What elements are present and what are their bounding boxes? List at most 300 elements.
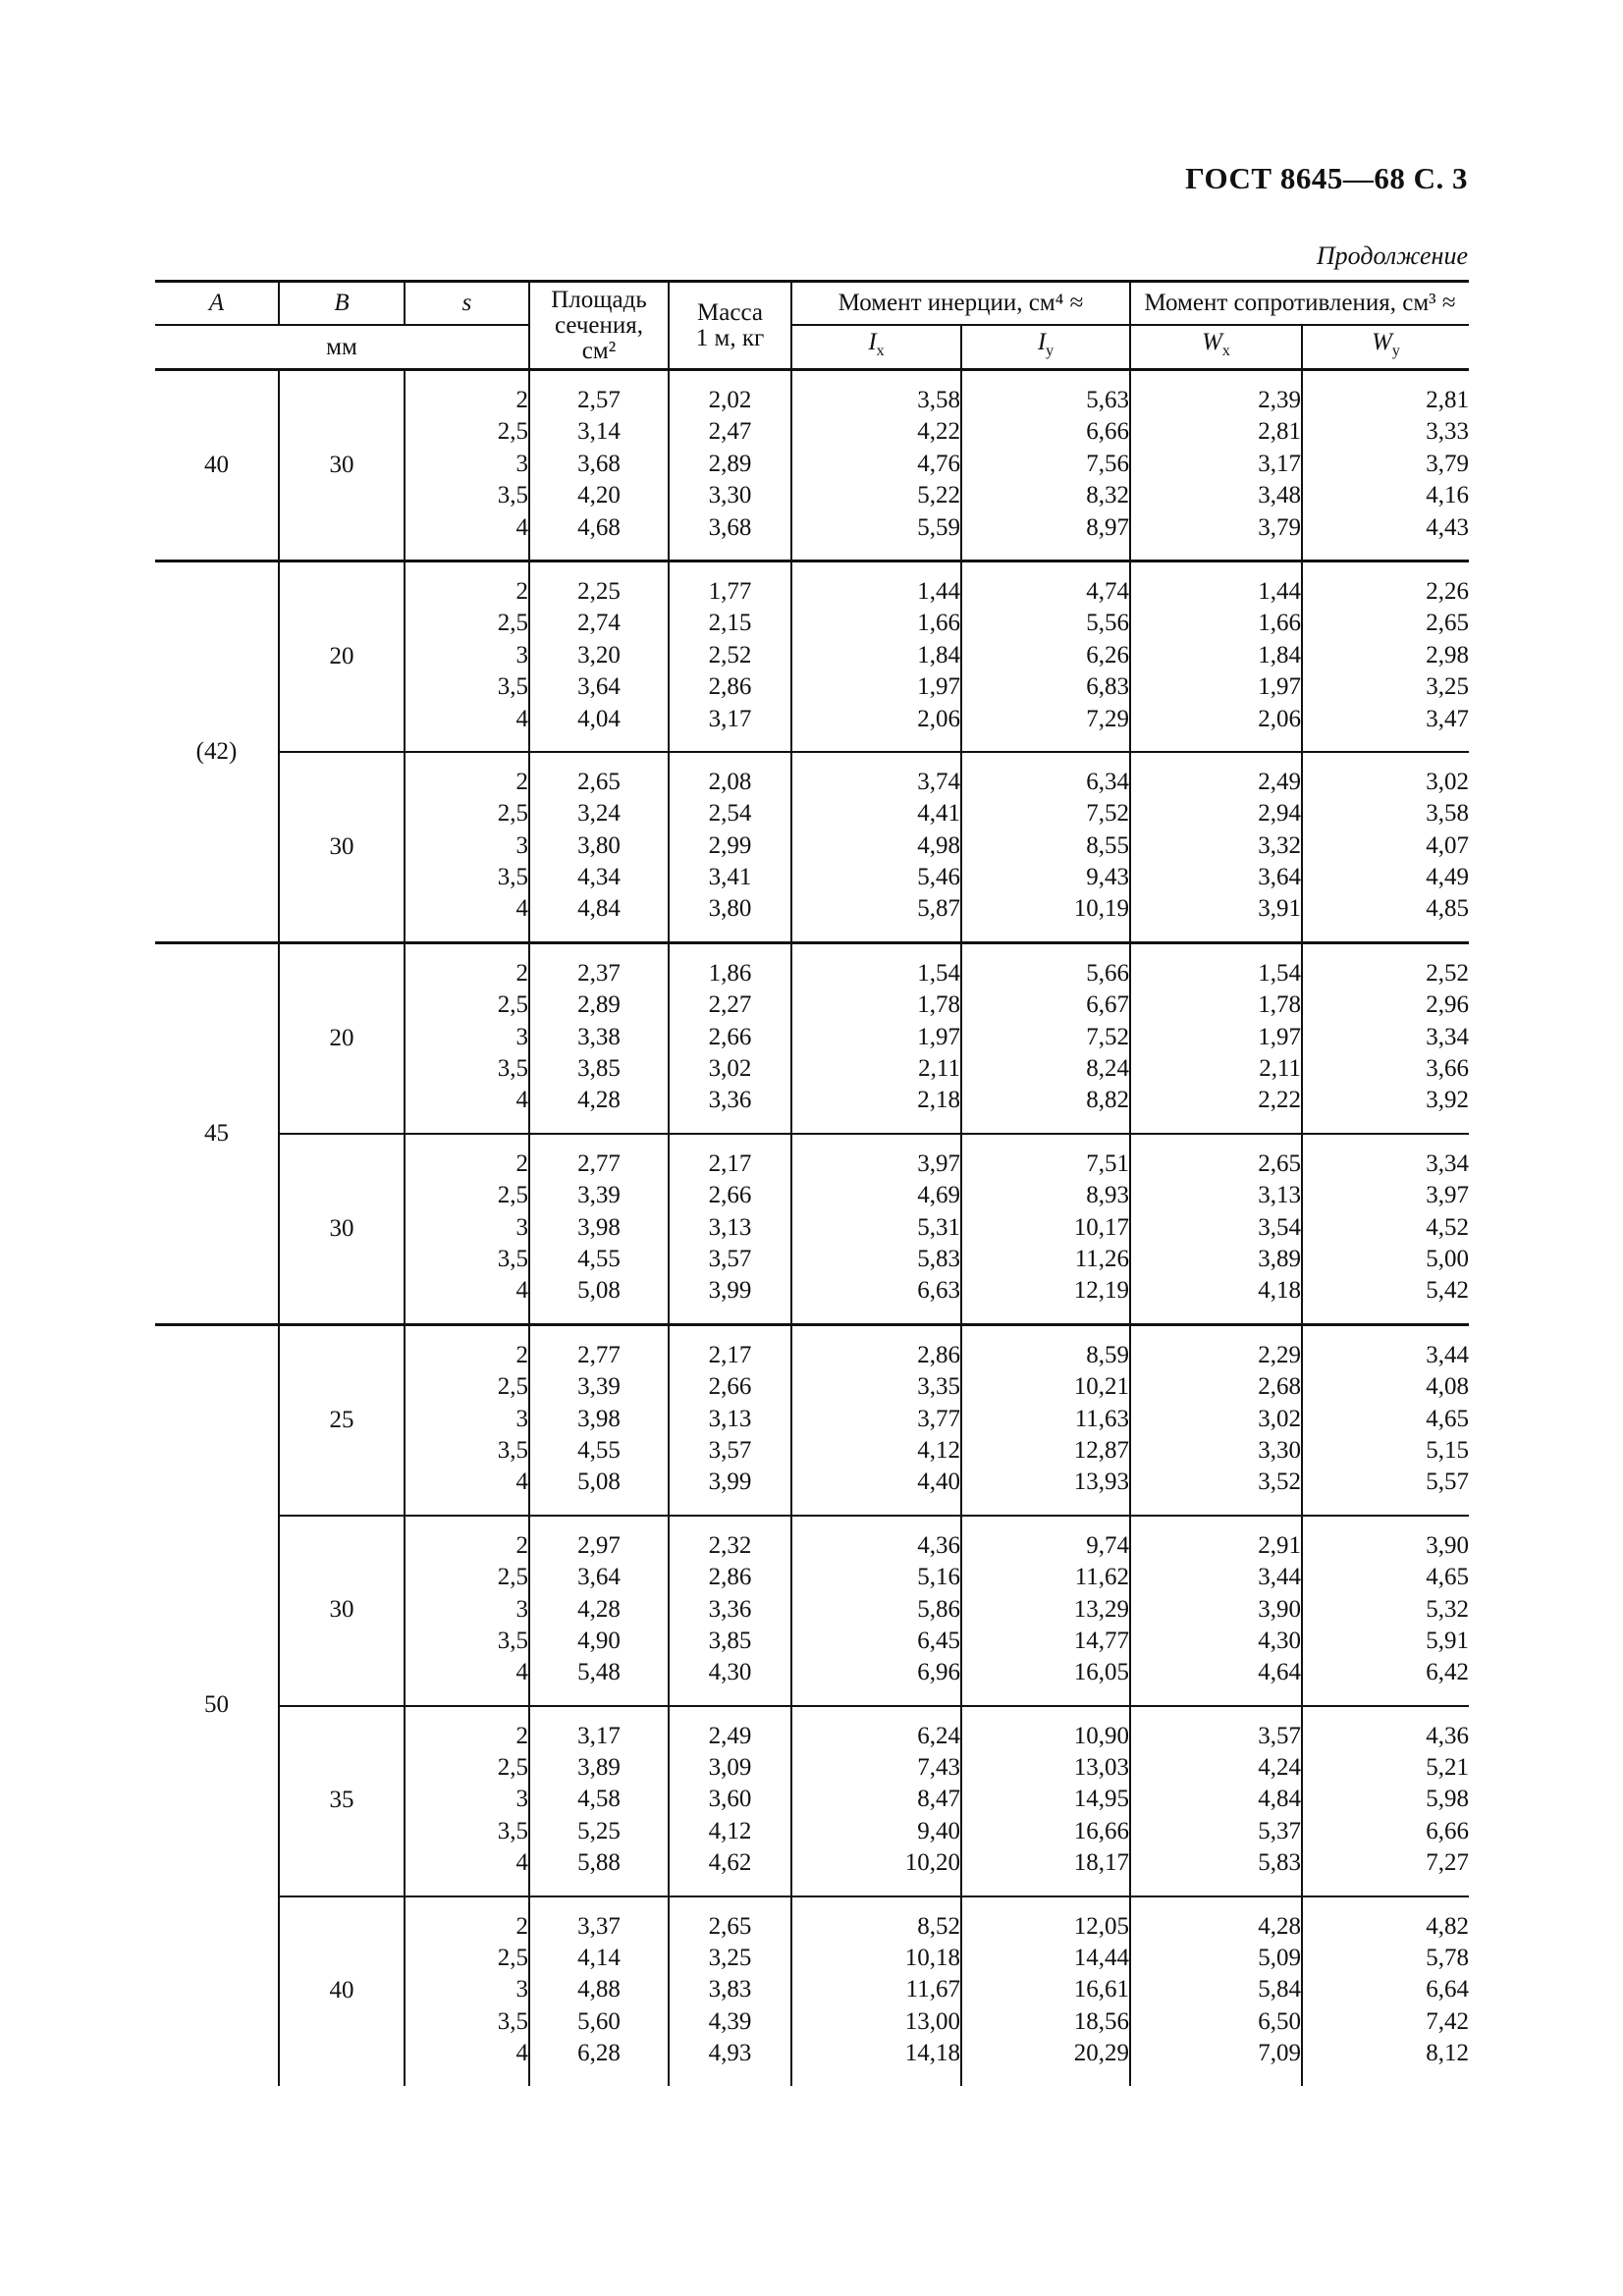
value: 5,46	[917, 864, 960, 891]
cell-b: 20	[279, 942, 405, 1133]
value: 3	[515, 1786, 528, 1813]
table-row	[155, 370, 1469, 561]
cell-b: 20	[279, 561, 405, 751]
value: 3	[515, 450, 528, 477]
col-mass-header: Масса 1 м, кг	[669, 282, 791, 369]
value: 6,24	[917, 1722, 960, 1749]
value: 6,64	[1426, 1976, 1470, 2003]
value: 3,77	[917, 1405, 960, 1432]
cell-wx	[1130, 1896, 1302, 2086]
value: 4,62	[708, 1849, 752, 1877]
value: 4,55	[577, 1436, 621, 1464]
value: 2,57	[577, 387, 621, 413]
value: 5,84	[1258, 1976, 1302, 2003]
value: 2,77	[577, 1341, 621, 1368]
value: 14,18	[904, 2040, 960, 2067]
value: 3,74	[917, 768, 960, 795]
table-row	[155, 1706, 1469, 1896]
value: 3,36	[708, 1595, 752, 1623]
value: 10,21	[1073, 1373, 1130, 1401]
cell-s	[405, 370, 529, 561]
cell-wy	[1302, 1134, 1469, 1324]
value: 3,41	[708, 864, 752, 891]
value: 6,67	[1086, 991, 1130, 1019]
value: 3,57	[1258, 1722, 1302, 1749]
value: 10,18	[904, 1945, 960, 1972]
value: 3,98	[577, 1213, 621, 1241]
cell-wx	[1130, 370, 1302, 561]
value: 10,17	[1073, 1213, 1130, 1241]
cell-wy	[1302, 370, 1469, 561]
value: 6,83	[1086, 673, 1130, 701]
value: 5,22	[917, 482, 960, 509]
value: 3,36	[708, 1087, 752, 1114]
cell-mass	[669, 1516, 791, 1706]
value: 7,29	[1086, 705, 1130, 732]
value: 4,36	[1426, 1722, 1470, 1749]
cell-mass	[669, 1134, 791, 1324]
value: 20,29	[1073, 2040, 1130, 2067]
value: 5,42	[1426, 1277, 1470, 1305]
value: 3	[515, 831, 528, 859]
value: 4,22	[917, 418, 960, 446]
value: 7,52	[1086, 800, 1130, 828]
value: 4,69	[917, 1182, 960, 1209]
value: 11,63	[1074, 1405, 1130, 1432]
value: 3,14	[577, 418, 621, 446]
cell-s	[405, 752, 529, 942]
value: 8,93	[1086, 1182, 1130, 1209]
cell-iy	[961, 1706, 1130, 1896]
value: 4,88	[577, 1976, 621, 2003]
value: 16,61	[1073, 1976, 1130, 2003]
cell-a: 40	[155, 370, 279, 561]
value: 1,97	[917, 1023, 960, 1050]
cell-area	[529, 1516, 669, 1706]
value: 4,52	[1426, 1213, 1470, 1241]
value: 3,64	[577, 1564, 621, 1591]
value: 2,89	[708, 450, 752, 477]
value: 3,44	[1426, 1341, 1470, 1368]
value: 3,68	[577, 450, 621, 477]
value: 8,12	[1426, 2040, 1470, 2067]
value: 7,27	[1426, 1849, 1470, 1877]
value: 2,47	[708, 418, 752, 446]
value: 3,57	[708, 1245, 752, 1272]
value: 2,26	[1426, 577, 1470, 605]
value: 3,13	[708, 1213, 752, 1241]
value: 2,5	[497, 800, 528, 828]
value: 12,05	[1073, 1912, 1130, 1940]
value: 2,27	[708, 991, 752, 1019]
value: 4,43	[1426, 513, 1470, 541]
value: 2,11	[918, 1055, 960, 1083]
value: 12,19	[1073, 1277, 1130, 1305]
value: 3,60	[708, 1786, 752, 1813]
value: 2,86	[708, 1564, 752, 1591]
value: 4,28	[577, 1595, 621, 1623]
value: 2,66	[708, 1023, 752, 1050]
value: 2,65	[708, 1912, 752, 1940]
value: 2,37	[577, 959, 621, 987]
cell-mass	[669, 1706, 791, 1896]
value: 3,92	[1426, 1087, 1470, 1114]
value: 2,5	[497, 1945, 528, 1972]
cell-b: 35	[279, 1706, 405, 1896]
value: 2,5	[497, 1373, 528, 1401]
value: 5,59	[917, 513, 960, 541]
value: 3,89	[1258, 1245, 1302, 1272]
value: 5,21	[1426, 1754, 1470, 1782]
value: 5,63	[1086, 387, 1130, 413]
cell-area	[529, 1706, 669, 1896]
value: 2,17	[708, 1149, 752, 1177]
value: 4,41	[917, 800, 960, 828]
value: 2,5	[497, 1182, 528, 1209]
value: 4	[515, 895, 528, 923]
value: 2,77	[577, 1149, 621, 1177]
value: 5,83	[1258, 1849, 1302, 1877]
value: 9,40	[917, 1817, 960, 1844]
value: 1,54	[1258, 959, 1302, 987]
value: 4	[515, 1468, 528, 1496]
cell-area	[529, 1324, 669, 1515]
value: 13,03	[1073, 1754, 1130, 1782]
cell-ix	[791, 1324, 961, 1515]
value: 1,97	[1258, 1023, 1302, 1050]
cell-iy	[961, 752, 1130, 942]
value: 3	[515, 1023, 528, 1050]
value: 1,66	[917, 610, 960, 637]
value: 8,47	[917, 1786, 960, 1813]
value: 11,62	[1074, 1564, 1130, 1591]
value: 4,20	[577, 482, 621, 509]
value: 2,06	[1258, 705, 1302, 732]
cell-s	[405, 1706, 529, 1896]
value: 4,85	[1426, 895, 1470, 923]
cell-b: 30	[279, 752, 405, 942]
value: 5,66	[1086, 959, 1130, 987]
cell-ix	[791, 561, 961, 751]
value: 3,30	[708, 482, 752, 509]
value: 5,88	[577, 1849, 621, 1877]
value: 5,31	[917, 1213, 960, 1241]
value: 2,94	[1258, 800, 1302, 828]
value: 2	[515, 1149, 528, 1177]
value: 3,99	[708, 1468, 752, 1496]
col-area-header: Площадь сечения, см²	[529, 282, 669, 369]
value: 13,29	[1073, 1595, 1130, 1623]
value: 3,13	[1258, 1182, 1302, 1209]
col-b-header: B	[279, 282, 405, 326]
cell-s	[405, 1134, 529, 1324]
value: 1,54	[917, 959, 960, 987]
value: 2,18	[917, 1087, 960, 1114]
col-s-header: s	[405, 282, 529, 326]
value: 2,22	[1258, 1087, 1302, 1114]
cell-wx	[1130, 752, 1302, 942]
value: 4,28	[1258, 1912, 1302, 1940]
value: 4,68	[577, 513, 621, 541]
value: 5,60	[577, 2007, 621, 2035]
value: 3,48	[1258, 482, 1302, 509]
moment-inertia-header: Момент инерции, см⁴ ≈	[791, 282, 1130, 326]
value: 5,15	[1426, 1436, 1470, 1464]
value: 1,97	[1258, 673, 1302, 701]
cell-wx	[1130, 1134, 1302, 1324]
value: 1,44	[917, 577, 960, 605]
value: 3,58	[1426, 800, 1470, 828]
value: 14,77	[1073, 1627, 1130, 1654]
value: 1,78	[1258, 991, 1302, 1019]
value: 4	[515, 1087, 528, 1114]
value: 4,12	[917, 1436, 960, 1464]
value: 4,08	[1426, 1373, 1470, 1401]
value: 9,74	[1086, 1531, 1130, 1559]
value: 3,5	[497, 482, 528, 509]
value: 4,30	[1258, 1627, 1302, 1654]
value: 3,83	[708, 1976, 752, 2003]
cell-b: 25	[279, 1324, 405, 1515]
value: 11,26	[1074, 1245, 1130, 1272]
cell-s	[405, 1516, 529, 1706]
value: 3,39	[577, 1182, 621, 1209]
cell-wx	[1130, 1706, 1302, 1896]
cell-mass	[669, 370, 791, 561]
value: 3,5	[497, 673, 528, 701]
value: 2,54	[708, 800, 752, 828]
continuation-label: Продолжение	[1316, 241, 1468, 270]
value: 3,79	[1426, 450, 1470, 477]
value: 3,5	[497, 1055, 528, 1083]
value: 2	[515, 768, 528, 795]
cell-wx	[1130, 561, 1302, 751]
value: 4,98	[917, 831, 960, 859]
value: 7,09	[1258, 2040, 1302, 2067]
value: 3,54	[1258, 1213, 1302, 1241]
col-wx-header: $W_x$	[1130, 325, 1302, 368]
value: 2,66	[708, 1373, 752, 1401]
value: 2,5	[497, 610, 528, 637]
value: 2,74	[577, 610, 621, 637]
value: 5,86	[917, 1595, 960, 1623]
page-header: ГОСТ 8645—68 С. 3	[1185, 161, 1468, 195]
value: 1,66	[1258, 610, 1302, 637]
value: 11,67	[905, 1976, 960, 2003]
value: 2	[515, 1722, 528, 1749]
value: 10,90	[1073, 1722, 1130, 1749]
value: 5,83	[917, 1245, 960, 1272]
value: 3,39	[577, 1373, 621, 1401]
value: 3,02	[1258, 1405, 1302, 1432]
value: 3,37	[577, 1912, 621, 1940]
value: 4,49	[1426, 864, 1470, 891]
value: 5,57	[1426, 1468, 1470, 1496]
value: 3	[515, 1595, 528, 1623]
value: 3,80	[577, 831, 621, 859]
value: 2,65	[1258, 1149, 1302, 1177]
cell-ix	[791, 1134, 961, 1324]
value: 3	[515, 641, 528, 668]
value: 6,96	[917, 1659, 960, 1686]
cell-s	[405, 561, 529, 751]
cell-wy	[1302, 1896, 1469, 2086]
value: 13,93	[1073, 1468, 1130, 1496]
cell-iy	[961, 942, 1130, 1133]
value: 8,32	[1086, 482, 1130, 509]
cell-a: 45	[155, 942, 279, 1324]
cell-s	[405, 942, 529, 1133]
cell-b: 40	[279, 1896, 405, 2086]
value: 6,50	[1258, 2007, 1302, 2035]
cell-wy	[1302, 561, 1469, 751]
value: 10,20	[904, 1849, 960, 1877]
cell-wx	[1130, 1324, 1302, 1515]
value: 3,85	[577, 1055, 621, 1083]
value: 16,66	[1073, 1817, 1130, 1844]
value: 2,06	[917, 705, 960, 732]
value: 4,55	[577, 1245, 621, 1272]
value: 3,79	[1258, 513, 1302, 541]
value: 3,80	[708, 895, 752, 923]
value: 2,99	[708, 831, 752, 859]
value: 2,86	[708, 673, 752, 701]
value: 2,49	[708, 1722, 752, 1749]
value: 3,20	[577, 641, 621, 668]
value: 2,5	[497, 1564, 528, 1591]
value: 6,63	[917, 1277, 960, 1305]
value: 1,77	[708, 577, 752, 605]
value: 2,32	[708, 1531, 752, 1559]
value: 2,91	[1258, 1531, 1302, 1559]
value: 3,30	[1258, 1436, 1302, 1464]
table-row	[155, 1896, 1469, 2086]
value: 3,68	[708, 513, 752, 541]
cell-b: 30	[279, 370, 405, 561]
value: 3,25	[1426, 673, 1470, 701]
cell-iy	[961, 1324, 1130, 1515]
cell-iy	[961, 370, 1130, 561]
value: 4	[515, 1659, 528, 1686]
value: 4,24	[1258, 1754, 1302, 1782]
value: 4	[515, 513, 528, 541]
value: 4,90	[577, 1627, 621, 1654]
value: 3,66	[1426, 1055, 1470, 1083]
value: 8,52	[917, 1912, 960, 1940]
table-body	[155, 370, 1469, 2086]
value: 7,43	[917, 1754, 960, 1782]
value: 1,86	[708, 959, 752, 987]
value: 5,25	[577, 1817, 621, 1844]
value: 2,81	[1258, 418, 1302, 446]
value: 2,49	[1258, 768, 1302, 795]
value: 4,74	[1086, 577, 1130, 605]
value: 1,44	[1258, 577, 1302, 605]
cell-area	[529, 561, 669, 751]
cell-wy	[1302, 1516, 1469, 1706]
value: 4,82	[1426, 1912, 1470, 1940]
cell-mass	[669, 1324, 791, 1515]
value: 4,16	[1426, 482, 1470, 509]
table-row	[155, 1324, 1469, 1515]
value: 8,97	[1086, 513, 1130, 541]
value: 3,17	[577, 1722, 621, 1749]
value: 6,28	[577, 2040, 621, 2067]
value: 2,81	[1426, 387, 1470, 413]
value: 2,5	[497, 418, 528, 446]
cell-ix	[791, 370, 961, 561]
value: 6,45	[917, 1627, 960, 1654]
value: 3,35	[917, 1373, 960, 1401]
table-row	[155, 1516, 1469, 1706]
value: 4,28	[577, 1087, 621, 1114]
value: 3,99	[708, 1277, 752, 1305]
value: 2,5	[497, 1754, 528, 1782]
cell-ix	[791, 1516, 961, 1706]
value: 3,02	[1426, 768, 1470, 795]
cell-b: 30	[279, 1134, 405, 1324]
value: 5,08	[577, 1277, 621, 1305]
cell-ix	[791, 942, 961, 1133]
cell-iy	[961, 1896, 1130, 2086]
value: 3	[515, 1405, 528, 1432]
value: 3,5	[497, 1627, 528, 1654]
value: 7,42	[1426, 2007, 1470, 2035]
cell-mass	[669, 1896, 791, 2086]
table-row	[155, 752, 1469, 942]
cell-b: 30	[279, 1516, 405, 1706]
cell-s	[405, 1896, 529, 2086]
value: 3,5	[497, 2007, 528, 2035]
value: 3,13	[708, 1405, 752, 1432]
value: 2	[515, 1912, 528, 1940]
value: 3,34	[1426, 1149, 1470, 1177]
value: 9,43	[1086, 864, 1130, 891]
value: 2,29	[1258, 1341, 1302, 1368]
value: 2,89	[577, 991, 621, 1019]
value: 3,09	[708, 1754, 752, 1782]
value: 3,25	[708, 1945, 752, 1972]
value: 2,68	[1258, 1373, 1302, 1401]
value: 2,39	[1258, 387, 1302, 413]
value: 4,12	[708, 1817, 752, 1844]
value: 4	[515, 1277, 528, 1305]
value: 1,84	[917, 641, 960, 668]
cell-ix	[791, 1706, 961, 1896]
value: 5,98	[1426, 1786, 1470, 1813]
value: 2,96	[1426, 991, 1470, 1019]
profile-table	[155, 280, 1469, 2086]
cell-wx	[1130, 1516, 1302, 1706]
value: 5,37	[1258, 1817, 1302, 1844]
value: 2,66	[708, 1182, 752, 1209]
value: 5,78	[1426, 1945, 1470, 1972]
cell-wy	[1302, 942, 1469, 1133]
value: 4,07	[1426, 831, 1470, 859]
value: 2,65	[1426, 610, 1470, 637]
value: 3,33	[1426, 418, 1470, 446]
value: 3,24	[577, 800, 621, 828]
value: 3,5	[497, 1436, 528, 1464]
cell-wy	[1302, 752, 1469, 942]
value: 4,64	[1258, 1659, 1302, 1686]
value: 3,97	[917, 1149, 960, 1177]
value: 18,17	[1073, 1849, 1130, 1877]
col-a-header: A	[155, 282, 279, 326]
cell-ix	[791, 1896, 961, 2086]
value: 4	[515, 1849, 528, 1877]
value: 5,08	[577, 1468, 621, 1496]
